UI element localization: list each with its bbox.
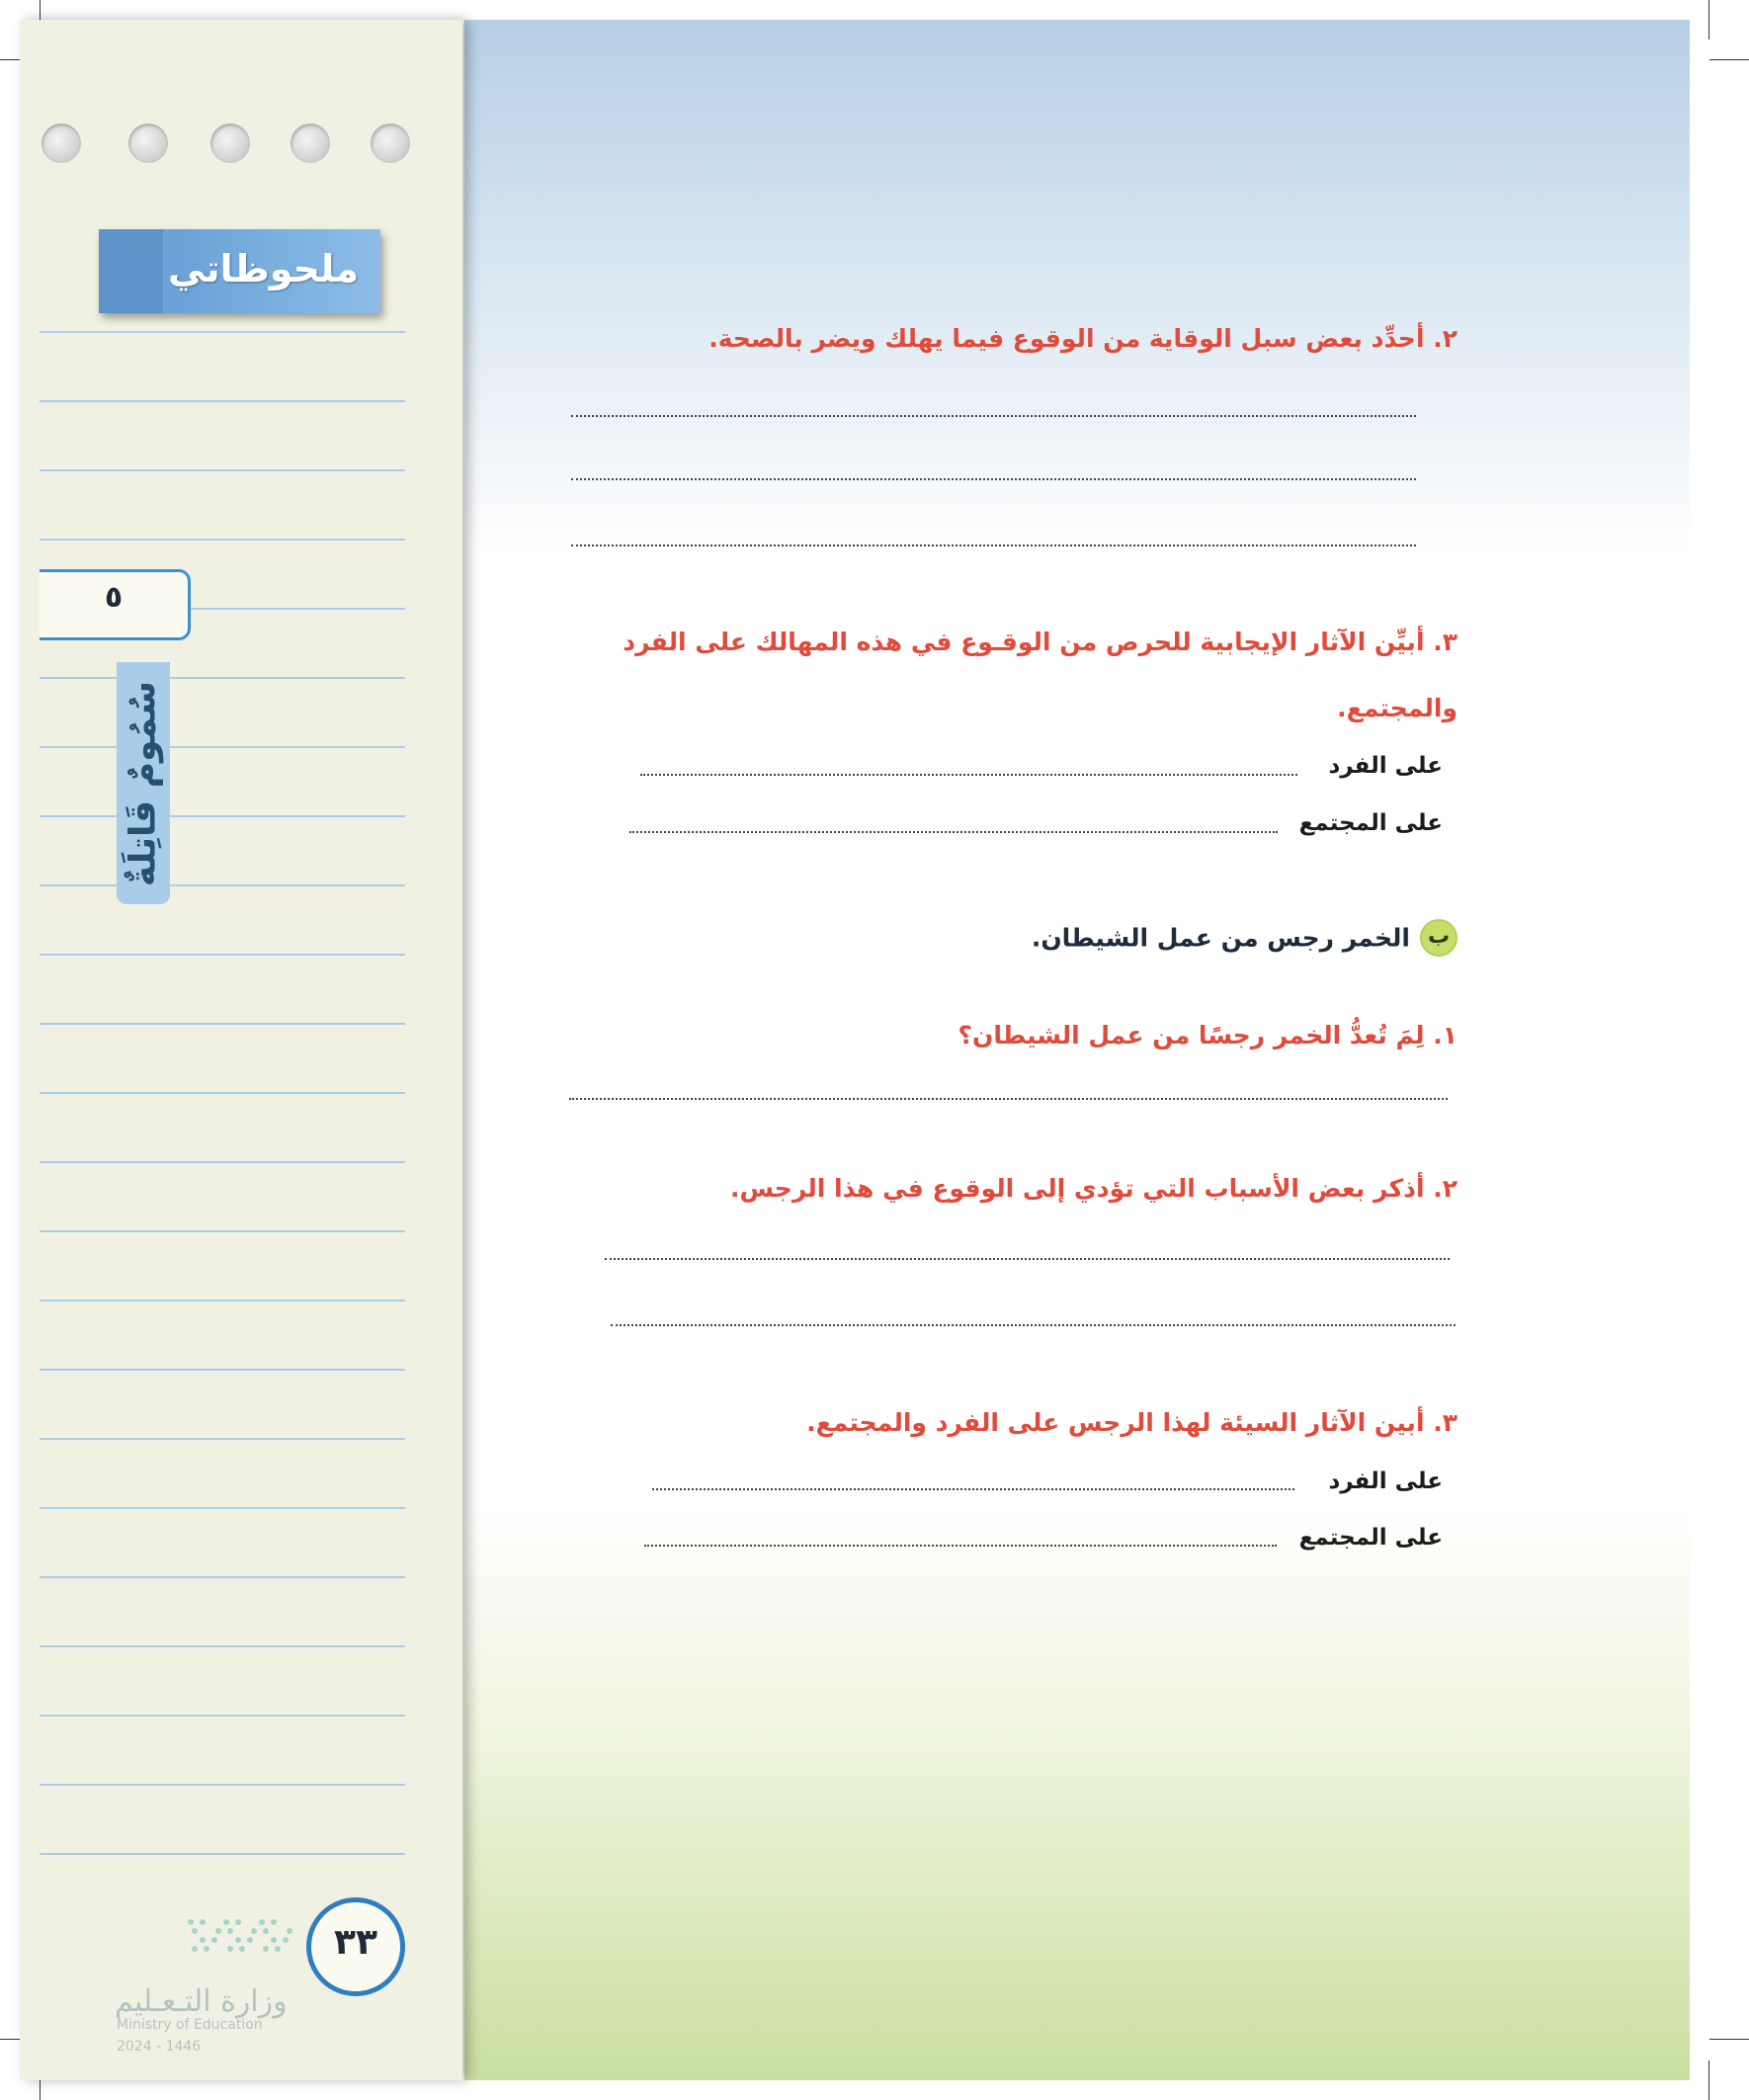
unit-title: سُمُومٌ قَاتِلَةٌ (123, 680, 164, 886)
question-b3 (806, 1408, 1458, 1437)
label-individual: على الفرد (1328, 753, 1443, 779)
answer-line[interactable] (571, 478, 1416, 480)
label-individual: على الفرد (1328, 1469, 1443, 1494)
ruled-line (40, 1230, 405, 1232)
ruled-line (40, 1784, 405, 1786)
page-number-circle (306, 1897, 405, 1996)
crop-mark (1709, 59, 1749, 60)
question-text: أبيِّن الآثار الإيجابية للحرص من الوقـوع في هذه المهالك على الفرد (623, 628, 1425, 656)
ruled-line (40, 1438, 405, 1440)
ministry-year: 2024 - 1446 (117, 2039, 202, 2055)
ruled-line (40, 815, 405, 817)
answer-line[interactable] (571, 545, 1416, 546)
ruled-line (40, 884, 405, 886)
question-text: أبين الآثار السيئة لهذا الرجس على الفرد والمجتمع. (806, 1408, 1425, 1437)
ruled-line (40, 1023, 405, 1025)
ruled-line (40, 1161, 405, 1163)
label-society: على المجتمع (1298, 810, 1443, 836)
ruled-line (40, 746, 405, 748)
answer-line[interactable] (611, 1324, 1456, 1326)
crop-mark (1708, 2060, 1709, 2100)
question-number: ٣. (1433, 628, 1458, 656)
ruled-line (40, 954, 405, 956)
unit-number: ٥ (104, 580, 124, 615)
question-number: ٢. (1433, 1174, 1458, 1203)
ruled-line (40, 1853, 405, 1855)
question-b2 (730, 1174, 1458, 1203)
question-a3-line2: والمجتمع. (1337, 694, 1458, 722)
ruled-line (40, 539, 405, 541)
unit-title-tab (117, 662, 170, 904)
crop-mark (1709, 2039, 1749, 2040)
answer-line[interactable] (571, 415, 1416, 417)
question-number: ٢. (1433, 324, 1458, 353)
ruled-line (40, 1092, 405, 1094)
section-b-badge: ب (1420, 919, 1458, 957)
notes-sidebar (20, 20, 462, 2080)
ruled-line (40, 331, 405, 333)
notes-header-tab (99, 229, 380, 313)
question-text: أذكر بعض الأسباب التي تؤدي إلى الوقوع في هذا الرجس. (729, 1174, 1425, 1203)
ministry-name-english: Ministry of Education (117, 2017, 263, 2033)
question-b1 (958, 1021, 1458, 1050)
label-society: على المجتمع (1298, 1525, 1443, 1551)
answer-line-society[interactable] (644, 1545, 1277, 1547)
ruled-line (40, 1576, 405, 1578)
binder-hole (128, 124, 168, 163)
ruled-line (40, 677, 405, 679)
ruled-line (40, 1369, 405, 1371)
binder-hole (210, 124, 250, 163)
ruled-line (40, 1715, 405, 1717)
question-a2 (708, 324, 1458, 353)
binder-hole (371, 124, 410, 163)
page-number: ٣٣ (334, 1922, 377, 1963)
ministry-logo-dots (188, 1919, 306, 1959)
section-b-title: الخمر رجس من عمل الشيطان. (1031, 923, 1410, 953)
section-b-heading (1032, 919, 1458, 957)
answer-line-individual[interactable] (652, 1488, 1294, 1490)
question-a3 (623, 628, 1458, 656)
question-text: أحدِّد بعض سبل الوقاية من الوقوع فيما يهلك ويضر بالصحة. (708, 324, 1425, 353)
notes-title: ملحوظاتي (167, 247, 359, 291)
unit-number-box (40, 569, 191, 640)
ruled-line (40, 1645, 405, 1647)
binder-hole (42, 124, 81, 163)
binder-hole (291, 124, 330, 163)
ruled-line (40, 1300, 405, 1302)
crop-mark (1708, 0, 1709, 40)
answer-line-society[interactable] (629, 831, 1278, 833)
ruled-line (40, 400, 405, 402)
answer-line[interactable] (605, 1258, 1450, 1260)
question-number: ٣. (1433, 1408, 1458, 1437)
ruled-line (40, 469, 405, 471)
ministry-name-arabic: وزارة التـعـليم (115, 1984, 288, 2019)
answer-line-individual[interactable] (640, 774, 1297, 776)
question-text: لِمَ تُعدُّ الخمر رجسًا من عمل الشيطان؟ (958, 1021, 1425, 1050)
ruled-line (40, 1507, 405, 1509)
answer-line[interactable] (569, 1098, 1448, 1100)
question-number: ١. (1433, 1021, 1458, 1050)
